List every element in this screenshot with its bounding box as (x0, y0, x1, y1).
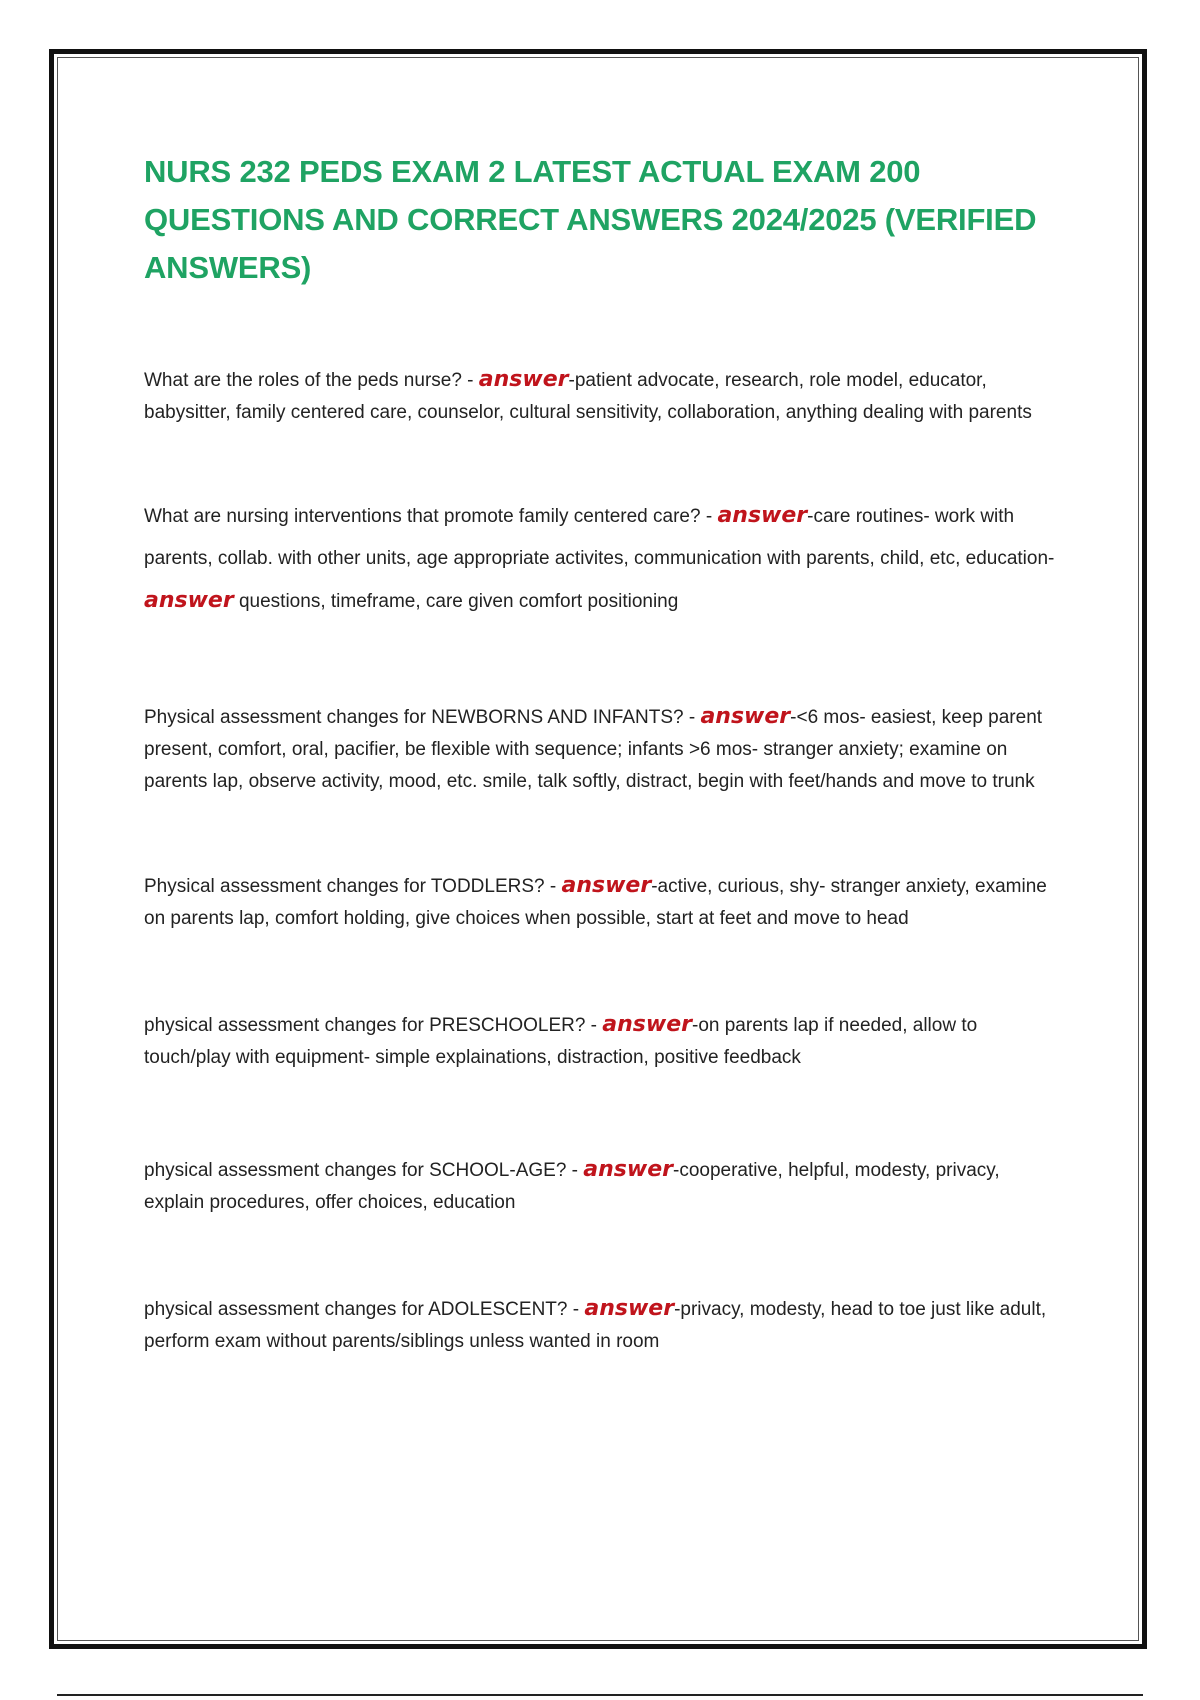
answer-text: -on parents lap if needed, allow to touch/play with equipment- simple explainations, distraction, positive feedback (144, 1015, 978, 1068)
qa-item-roles (144, 364, 1064, 429)
answer-text: -<6 mos- easiest, keep parent present, comfort, oral, pacifier, be flexible with sequence; infants >6 mos- stranger anxiety; examine on parents lap, observe activity, mood, etc. smile, talk softly, distract, begin with feet/hands and move to trunk (144, 707, 1043, 792)
qa-item-preschooler (144, 1009, 1064, 1074)
qa-item-school-age (144, 1154, 1064, 1219)
question-text: Physical assessment changes for NEWBORNS AND INFANTS? - (144, 707, 701, 728)
qa-item-toddlers (144, 870, 1064, 935)
answer-label: answer (144, 588, 234, 613)
answer-label: answer (561, 873, 652, 898)
question-text: Physical assessment changes for TODDLERS? - (144, 876, 562, 897)
question-text: What are nursing interventions that promote family centered care? - (144, 506, 718, 527)
document-title: NURS 232 PEDS EXAM 2 LATEST ACTUAL EXAM 200 QUESTIONS AND CORRECT ANSWERS 2024/2025 (VERIFIED ANSWERS) (144, 154, 1037, 285)
answer-text: -cooperative, helpful, modesty, privacy, explain procedures, offer choices, education (144, 1160, 1000, 1213)
answer-text: -care routines- work with parents, collab. with other units, age appropriate activites, communication with parents, child, etc, education- (144, 506, 1055, 569)
question-text: physical assessment changes for ADOLESCENT? - (144, 1299, 585, 1320)
answer-label: answer (717, 503, 808, 528)
question-text: physical assessment changes for SCHOOL-AGE? - (144, 1160, 584, 1181)
answer-label: answer (602, 1012, 692, 1037)
answer-text: -active, curious, shy- stranger anxiety, examine on parents lap, comfort holding, give choices when possible, start at feet and move to head (144, 876, 1047, 929)
footer-divider (57, 1694, 1143, 1696)
qa-item-adolescent (144, 1293, 1064, 1358)
qa-item-family-centered-care (144, 495, 1064, 623)
answer-text: -patient advocate, research, role model, educator, babysitter, family centered care, counselor, cultural sensitivity, collaboration, anything dealing with parents (144, 370, 1032, 423)
answer-text-tail: questions, timeframe, care given comfort positioning (233, 591, 679, 612)
question-text: What are the roles of the peds nurse? - (144, 370, 479, 391)
answer-label: answer (583, 1157, 673, 1182)
qa-item-newborns-infants (144, 701, 1064, 798)
answer-label: answer (478, 367, 569, 392)
document-body (144, 148, 1064, 1358)
answer-label: answer (584, 1296, 675, 1321)
answer-text: -privacy, modesty, head to toe just like adult, perform exam without parents/siblings unless wanted in room (144, 1299, 1047, 1352)
answer-label: answer (700, 704, 791, 729)
question-text: physical assessment changes for PRESCHOOLER? - (144, 1015, 603, 1036)
